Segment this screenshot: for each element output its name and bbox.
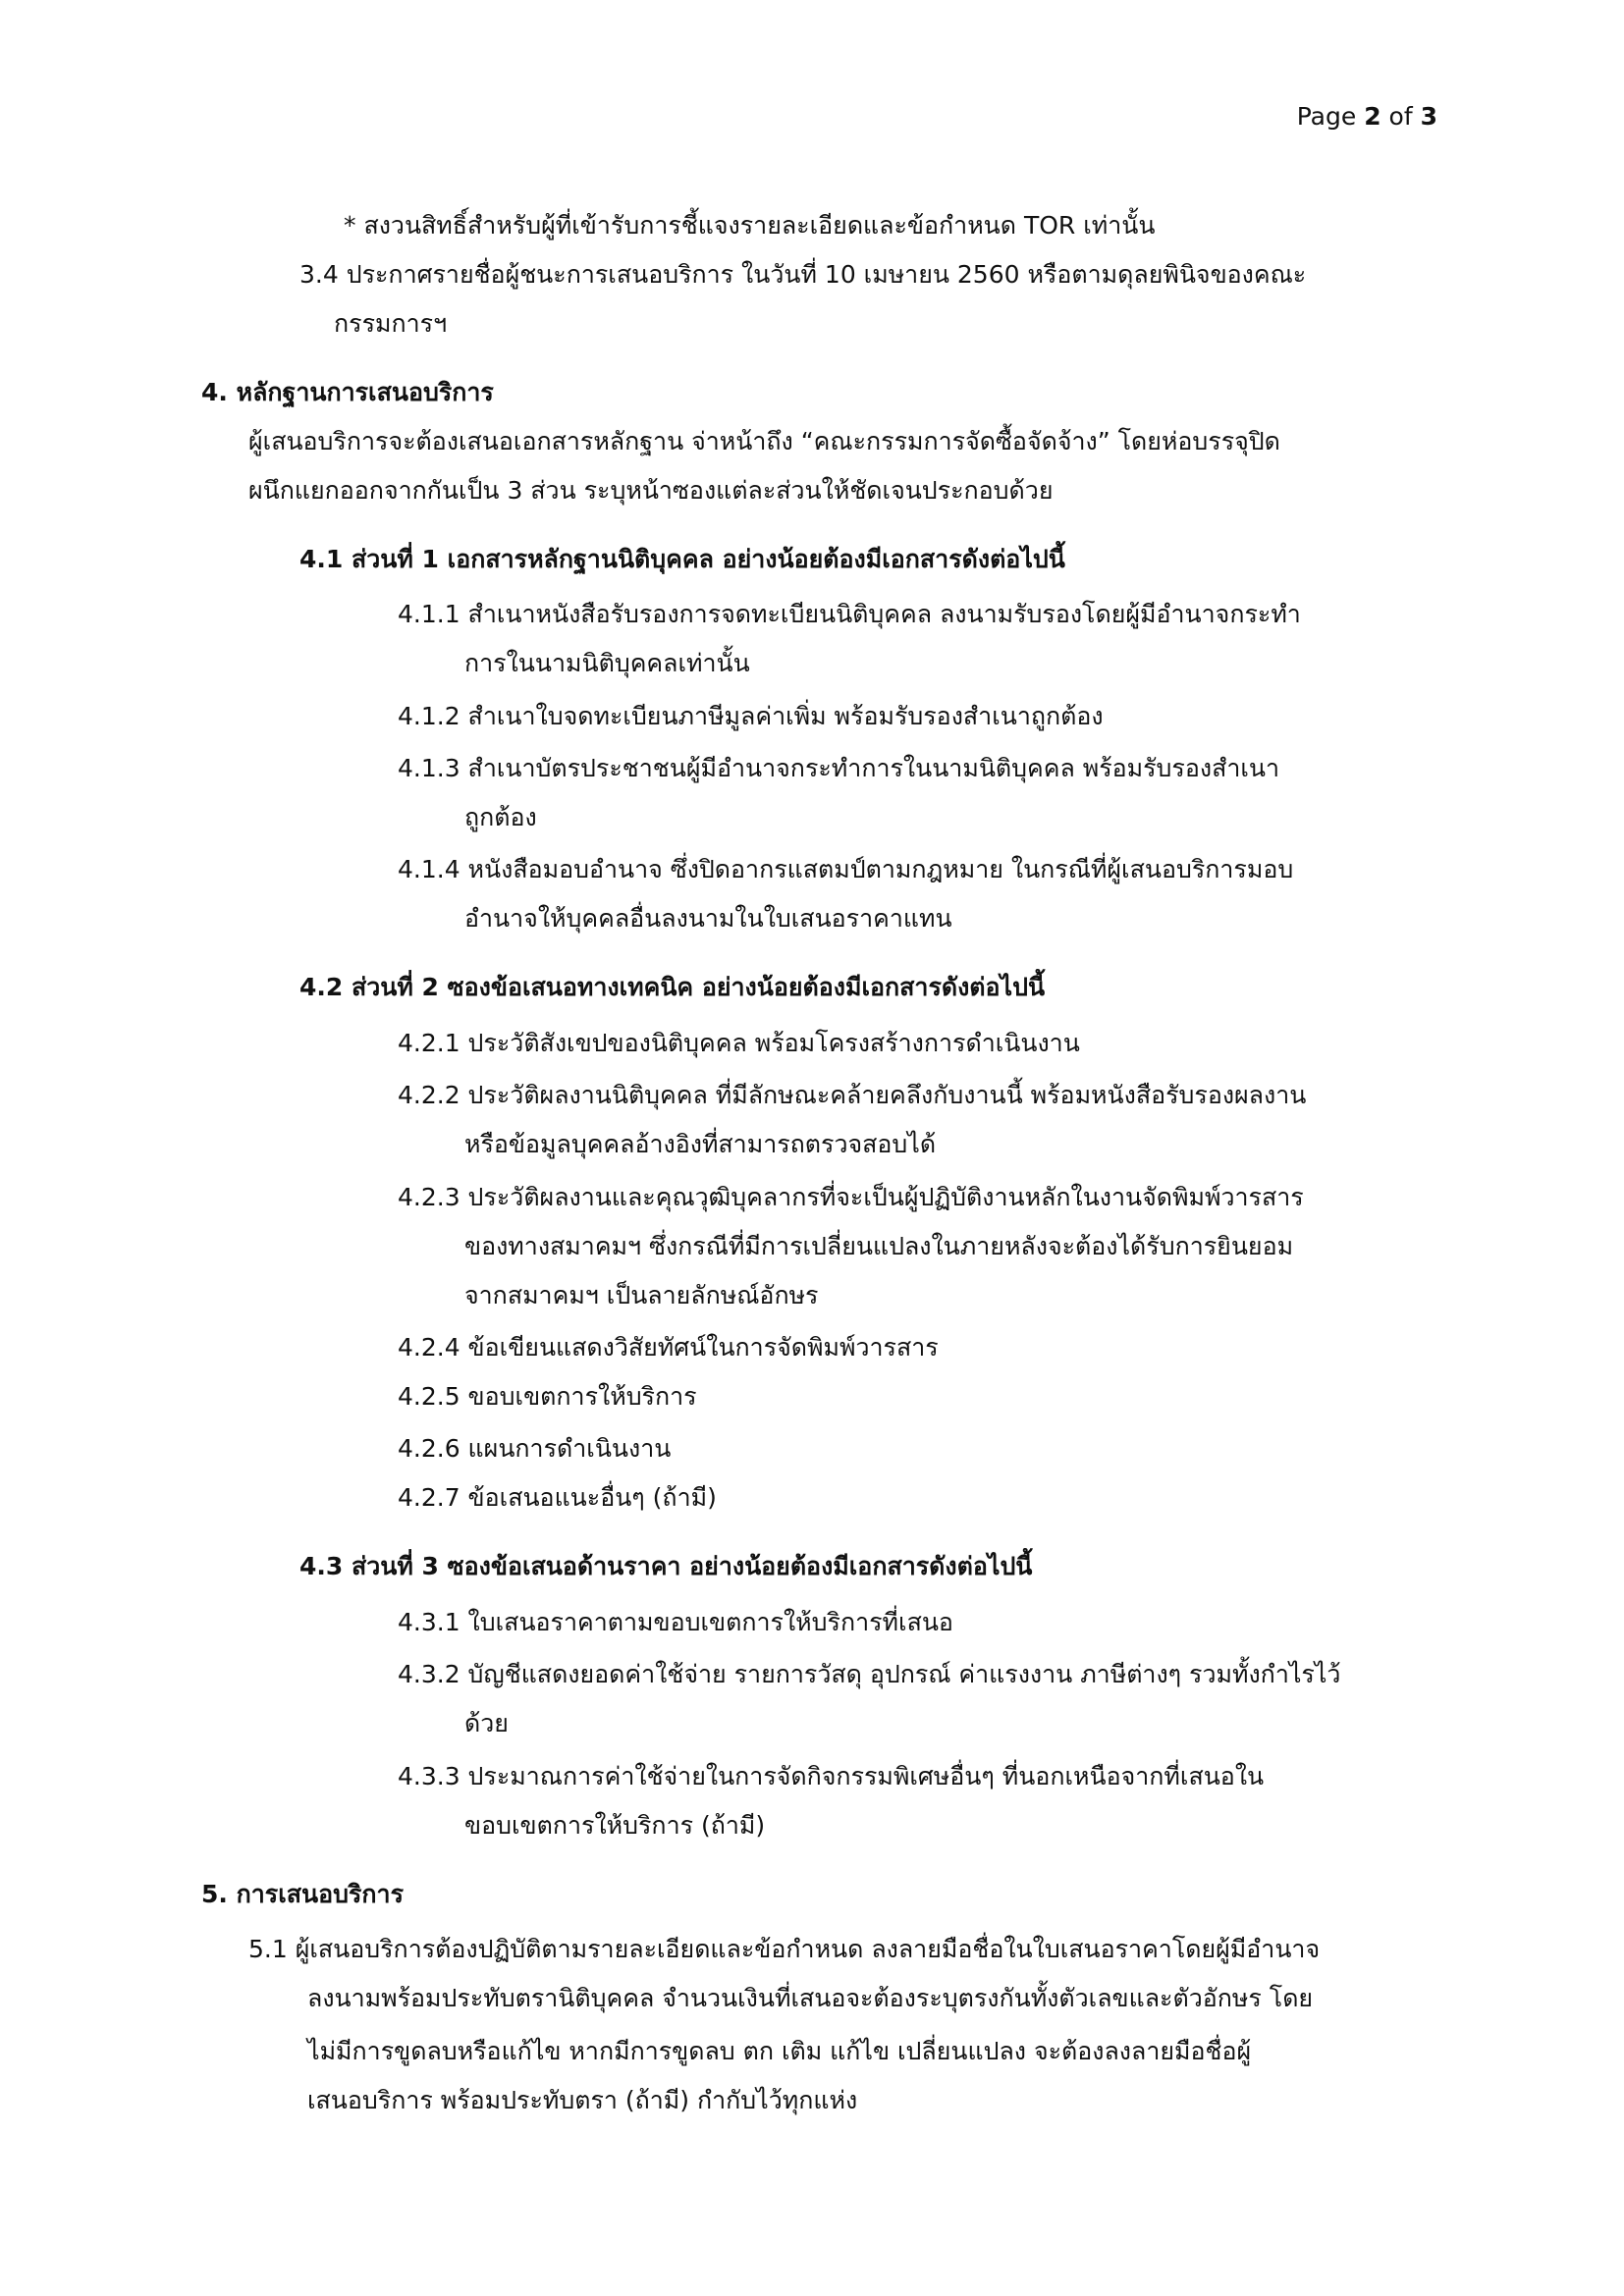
item-4-3-3-line1: 4.3.3 ประมาณการค่าใช้จ่ายในการจัดกิจกรรมพิเศษอื่นๆ ที่นอกเหนือจากที่เสนอใน [398, 1762, 1265, 1790]
item-4-3-2-line1: 4.3.2 บัญชีแสดงยอดค่าใช้จ่าย รายการวัสดุ อุปกรณ์ ค่าแรงงาน ภาษีต่างๆ รวมทั้งกำไรไว้ [398, 1660, 1341, 1688]
section-4-1-heading: 4.1 ส่วนที่ 1 เอกสารหลักฐานนิติบุคคล อย่างน้อยต้องมีเอกสารดังต่อไปนี้ [299, 545, 1065, 573]
item-4-3-2-line2: ด้วย [464, 1709, 509, 1737]
note-tor: * สงวนสิทธิ์สำหรับผู้ที่เข้ารับการชี้แจงรายละเอียดและข้อกำหนด TOR เท่านั้น [344, 211, 1156, 240]
section-4-2-heading: 4.2 ส่วนที่ 2 ซองข้อเสนอทางเทคนิค อย่างน้อยต้องมีเอกสารดังต่อไปนี้ [299, 973, 1046, 1001]
item-4-3-1: 4.3.1 ใบเสนอราคาตามขอบเขตการให้บริการที่เสนอ [398, 1608, 953, 1636]
item-4-2-7: 4.2.7 ข้อเสนอแนะอื่นๆ (ถ้ามี) [398, 1483, 717, 1512]
section-4-para-line1: ผู้เสนอบริการจะต้องเสนอเอกสารหลักฐาน จ่าหน้าถึง “คณะกรรมการจัดซื้อจัดจ้าง” โดยห่อบรรจุปิด [248, 427, 1280, 455]
page-total: 3 [1420, 102, 1437, 131]
item-5-1-line3: ไม่มีการขูดลบหรือแก้ไข หากมีการขูดลบ ตก เติม แก้ไข เปลี่ยนแปลง จะต้องลงลายมือชื่อผู้ [307, 2037, 1252, 2065]
item-4-2-6: 4.2.6 แผนการดำเนินงาน [398, 1434, 672, 1463]
item-4-1-4-line2: อำนาจให้บุคคลอื่นลงนามในใบเสนอราคาแทน [464, 904, 952, 933]
item-4-1-2: 4.1.2 สำเนาใบจดทะเบียนภาษีมูลค่าเพิ่ม พร้อมรับรองสำเนาถูกต้อง [398, 702, 1104, 730]
page-current: 2 [1364, 102, 1381, 131]
item-5-1-line2: ลงนามพร้อมประทับตรานิติบุคคล จำนวนเงินที่เสนอจะต้องระบุตรงกันทั้งตัวเลขและตัวอักษร โดย [307, 1984, 1314, 2012]
item-4-1-3-line1: 4.1.3 สำเนาบัตรประชาชนผู้มีอำนาจกระทำการในนามนิติบุคคล พร้อมรับรองสำเนา [398, 754, 1280, 782]
item-4-3-3-line2: ขอบเขตการให้บริการ (ถ้ามี) [464, 1811, 766, 1840]
item-4-1-1-line1: 4.1.1 สำเนาหนังสือรับรองการจดทะเบียนนิติบุคคล ลงนามรับรองโดยผู้มีอำนาจกระทำ [398, 600, 1301, 628]
item-5-1-line1: 5.1 ผู้เสนอบริการต้องปฏิบัติตามรายละเอียดและข้อกำหนด ลงลายมือชื่อในใบเสนอราคาโดยผู้มีอำนาจ [248, 1935, 1321, 1963]
item-3-4-line2: กรรมการฯ [334, 309, 448, 338]
section-5-heading: 5. การเสนอบริการ [201, 1880, 405, 1908]
item-4-2-3-line1: 4.2.3 ประวัติผลงานและคุณวุฒิบุคลากรที่จะเป็นผู้ปฏิบัติงานหลักในงานจัดพิมพ์วารสาร [398, 1183, 1304, 1211]
item-4-1-1-line2: การในนามนิติบุคคลเท่านั้น [464, 649, 750, 677]
item-5-1-line4: เสนอบริการ พร้อมประทับตรา (ถ้ามี) กำกับไว้ทุกแห่ง [307, 2086, 858, 2114]
item-4-1-4-line1: 4.1.4 หนังสือมอบอำนาจ ซึ่งปิดอากรแสตมป์ตามกฎหมาย ในกรณีที่ผู้เสนอบริการมอบ [398, 855, 1294, 883]
page-number: Page 2 of 3 [1296, 102, 1437, 131]
item-4-2-5: 4.2.5 ขอบเขตการให้บริการ [398, 1382, 697, 1411]
item-4-2-4: 4.2.4 ข้อเขียนแสดงวิสัยทัศน์ในการจัดพิมพ์วารสาร [398, 1333, 939, 1362]
section-4-heading: 4. หลักฐานการเสนอบริการ [201, 378, 494, 406]
section-4-para-line2: ผนึกแยกออกจากกันเป็น 3 ส่วน ระบุหน้าซองแต่ละส่วนให้ชัดเจนประกอบด้วย [248, 476, 1054, 505]
item-4-1-3-line2: ถูกต้อง [464, 803, 537, 831]
item-4-2-1: 4.2.1 ประวัติสังเขปของนิติบุคคล พร้อมโครงสร้างการดำเนินงาน [398, 1029, 1080, 1057]
item-4-2-3-line2: ของทางสมาคมฯ ซึ่งกรณีที่มีการเปลี่ยนแปลงในภายหลังจะต้องได้รับการยินยอม [464, 1232, 1294, 1260]
item-3-4-line1: 3.4 ประกาศรายชื่อผู้ชนะการเสนอบริการ ในวันที่ 10 เมษายน 2560 หรือตามดุลยพินิจของคณะ [299, 260, 1307, 289]
item-4-2-2-line1: 4.2.2 ประวัติผลงานนิติบุคคล ที่มีลักษณะคล้ายคลึงกับงานนี้ พร้อมหนังสือรับรองผลงาน [398, 1081, 1307, 1109]
section-4-3-heading: 4.3 ส่วนที่ 3 ซองข้อเสนอด้านราคา อย่างน้อยต้องมีเอกสารดังต่อไปนี้ [299, 1552, 1033, 1580]
item-4-2-3-line3: จากสมาคมฯ เป็นลายลักษณ์อักษร [464, 1281, 819, 1309]
item-4-2-2-line2: หรือข้อมูลบุคคลอ้างอิงที่สามารถตรวจสอบได้ [464, 1130, 937, 1158]
